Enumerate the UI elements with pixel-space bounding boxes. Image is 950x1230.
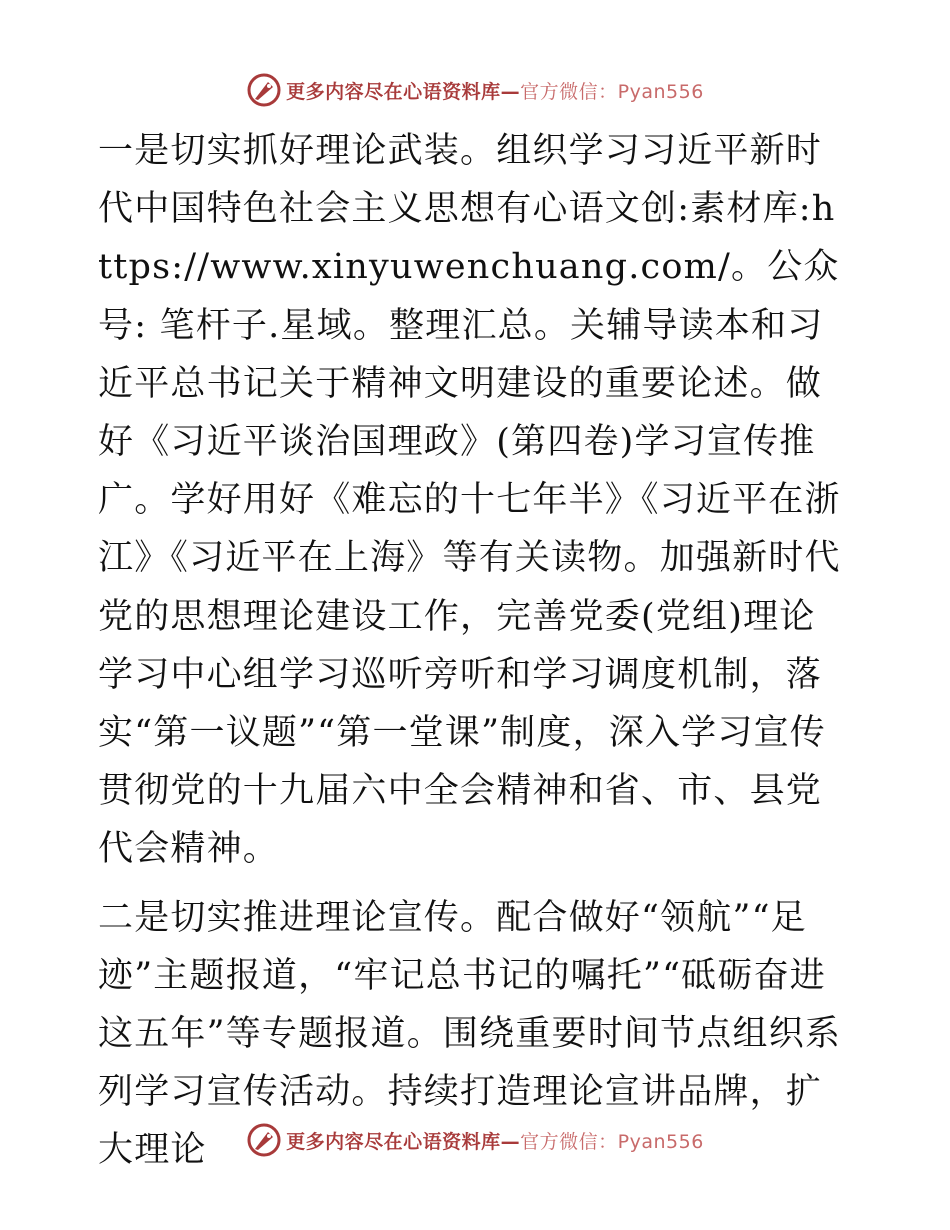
footer-wechat-text: 官方微信：Pyan556	[520, 1130, 704, 1153]
pen-nib-logo-icon	[246, 1122, 282, 1158]
document-body	[98, 122, 850, 1180]
pen-nib-logo-icon	[246, 72, 282, 108]
header-banner-main: 更多内容尽在心语资料库—	[286, 80, 521, 103]
header-banner-text	[286, 77, 704, 104]
footer-watermark-banner	[0, 1120, 950, 1160]
paragraph-theory-study: 一是切实抓好理论武装。组织学习习近平新时代中国特色社会主义思想有心语文创:素材库:https://www.xinyuwenchuang.com/。公众号: 笔杆子.星域。整理汇总。关辅导读本和习近平总书记关于精神文明建设的重要论述。做好《习近平谈治国理政》(第四卷)学习宣传推广。学好用好《难忘的十七年半》《习近平在浙江》《习近平在上海》等有关读物。加强新时代党的思想理论建设工作，完善党委(党组)理论学习中心组学习巡听旁听和学习调度机制，落实“第一议题”“第一堂课”制度，深入学习宣传贯彻党的十九届六中全会精神和省、市、县党代会精神。	[98, 131, 841, 870]
header-watermark-banner	[0, 70, 950, 110]
footer-banner-main: 更多内容尽在心语资料库—	[286, 1130, 521, 1153]
footer-banner-text	[286, 1127, 704, 1154]
header-wechat-text: 官方微信：Pyan556	[520, 80, 704, 103]
paragraph-theory-promotion: 二是切实推进理论宣传。配合做好“领航”“足迹”主题报道，“牢记总书记的嘱托”“砥砺奋进这五年”等专题报道。围绕重要时间节点组织系列学习宣传活动。持续打造理论宣讲品牌，扩大理论	[98, 897, 842, 1171]
